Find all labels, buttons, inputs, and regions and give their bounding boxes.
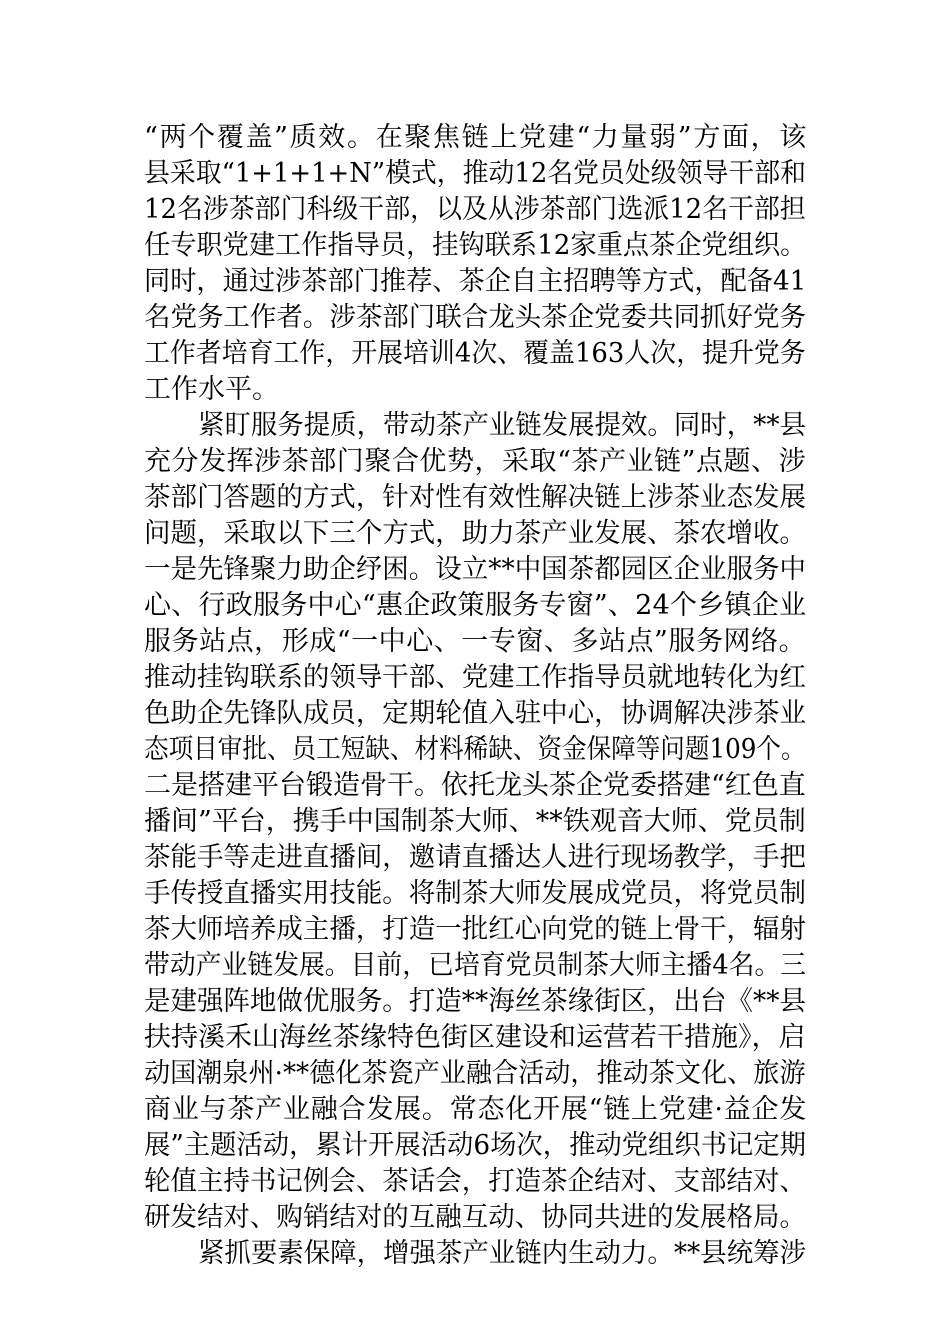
text-line: 名党务工作者。涉茶部门联合龙头茶企党委共同抓好党务 (144, 302, 806, 333)
text-line: 展”主题活动，累计开展活动6场次，推动党组织书记定期 (144, 1130, 807, 1161)
text-line: 态项目审批、员工短缺、材料稀缺、资金保障等问题109个。 (144, 734, 806, 765)
text-line: 县采取“1+1+1+N”模式，推动12名党员处级领导干部和 (144, 158, 806, 189)
text-line: 任专职党建工作指导员，挂钩联系12家重点茶企党组织。 (144, 230, 807, 261)
text-line: 问题，采取以下三个方式，助力茶产业发展、茶农增收。 (144, 518, 806, 549)
text-line: 茶部门答题的方式，针对性有效性解决链上涉茶业态发展 (144, 482, 806, 513)
text-line: 一是先锋聚力助企纾困。设立**中国茶都园区企业服务中 (144, 554, 806, 585)
text-line: 推动挂钩联系的领导干部、党建工作指导员就地转化为红 (144, 662, 806, 693)
text-line: 工作水平。 (144, 374, 279, 405)
text-line: 商业与茶产业融合发展。常态化开展“链上党建·益企发 (144, 1094, 808, 1125)
text-line: 工作者培育工作，开展培训4次、覆盖163人次，提升党务 (144, 338, 806, 369)
text-line: 茶大师培养成主播，打造一批红心向党的链上骨干，辐射 (144, 914, 806, 945)
paragraph-first-line: 紧盯服务提质，带动茶产业链发展提效。同时，**县 (198, 410, 807, 441)
text-line: 二是搭建平台锻造骨干。依托龙头茶企党委搭建“红色直 (144, 770, 806, 801)
text-line: 扶持溪禾山海丝茶缘特色街区建设和运营若干措施》，启 (144, 1022, 806, 1053)
text-line: 12名涉茶部门科级干部，以及从涉茶部门选派12名干部担 (144, 194, 806, 225)
text-line: 心、行政服务中心“惠企政策服务专窗”、24个乡镇企业 (144, 590, 807, 621)
paragraph-first-line: 紧抓要素保障，增强茶产业链内生动力。**县统筹涉 (198, 1238, 807, 1269)
text-line: 同时，通过涉茶部门推荐、茶企自主招聘等方式，配备41 (144, 266, 807, 297)
text-line: 播间”平台，携手中国制茶大师、**铁观音大师、党员制 (144, 806, 806, 837)
text-line: 手传授直播实用技能。将制茶大师发展成党员，将党员制 (144, 878, 806, 909)
text-line: 是建强阵地做优服务。打造**海丝茶缘街区，出台《**县 (144, 986, 806, 1017)
text-line: 充分发挥涉茶部门聚合优势，采取“茶产业链”点题、涉 (144, 446, 807, 477)
text-line: 带动产业链发展。目前，已培育党员制茶大师主播4名。三 (144, 950, 807, 981)
text-line: 轮值主持书记例会、茶话会，打造茶企结对、支部结对、 (144, 1166, 806, 1197)
text-line: 色助企先锋队成员，定期轮值入驻中心，协调解决涉茶业 (144, 698, 806, 729)
text-line: 研发结对、购销结对的互融互动、协同共进的发展格局。 (144, 1202, 806, 1233)
text-line: “两个覆盖”质效。在聚焦链上党建“力量弱”方面，该 (144, 122, 808, 153)
text-line: 服务站点，形成“一中心、一专窗、多站点”服务网络。 (144, 626, 807, 657)
text-line: 茶能手等走进直播间，邀请直播达人进行现场教学，手把 (144, 842, 806, 873)
text-line: 动国潮泉州·**德化茶瓷产业融合活动，推动茶文化、旅游 (144, 1058, 806, 1089)
